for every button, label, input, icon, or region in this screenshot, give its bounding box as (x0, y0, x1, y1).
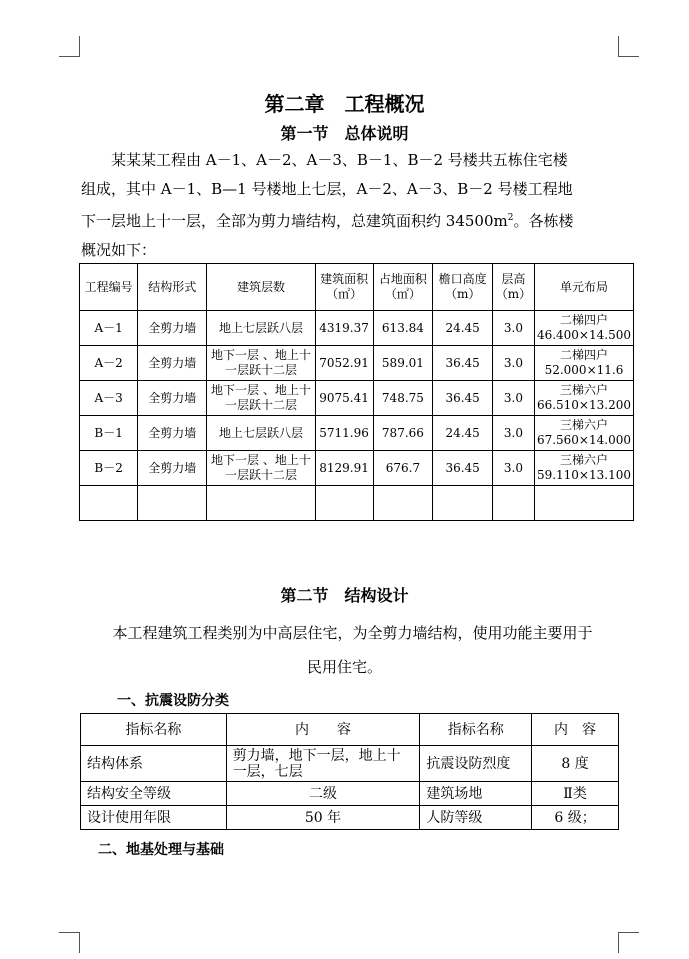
header-cell: 建筑层数 (207, 264, 315, 311)
cell-eave: 24.45 (433, 311, 493, 346)
header-cell: 内 容 (532, 714, 619, 746)
cell-content: 二级 (226, 782, 420, 806)
layout-dims: 52.000×11.6 (544, 363, 624, 377)
crop-mark-top-right (618, 36, 639, 57)
cell-layout (534, 311, 633, 346)
cell-height: 3.0 (492, 311, 534, 346)
empty-cell (80, 486, 138, 521)
cell-id: A－3 (80, 381, 138, 416)
layout-dims: 59.110×13.100 (536, 468, 631, 482)
cell-floors: 地下一层 、地上十一层跃十二层 (207, 381, 315, 416)
table-row (80, 416, 634, 451)
cell-area: 9075.41 (315, 381, 373, 416)
cell-footprint: 676.7 (373, 451, 433, 486)
table-row-empty (80, 486, 634, 521)
cell-floors: 地上七层跃八层 (207, 311, 315, 346)
design-line-1: 本工程建筑工程类别为中高层住宅，为全剪力墙结构，使用功能主要用于 (112, 624, 593, 642)
empty-cell (315, 486, 373, 521)
intro-line-2: 组成，其中 A－1、B—1 号楼地上七层，A－2、A－3、B－2 号楼工程地 (81, 180, 573, 198)
cell-area: 8129.91 (315, 451, 373, 486)
seismic-table (80, 713, 619, 830)
cell-eave: 24.45 (433, 416, 493, 451)
table-row (81, 806, 619, 830)
crop-mark-bottom-right (618, 932, 639, 953)
layout-units: 三梯六户 (559, 453, 608, 467)
cell-metric: 结构安全等级 (81, 782, 227, 806)
cell-layout (534, 451, 633, 486)
layout-units: 三梯六户 (559, 418, 608, 432)
cell-content: 8 度 (532, 746, 619, 782)
area-superscript: 2 (507, 213, 514, 223)
cell-eave: 36.45 (433, 451, 493, 486)
cell-structure: 全剪力墙 (138, 451, 207, 486)
cell-height: 3.0 (492, 346, 534, 381)
cell-area: 7052.91 (315, 346, 373, 381)
seismic-header-row (81, 714, 619, 746)
layout-units: 二梯四户 (559, 348, 608, 362)
subsection-seismic-title: 一、抗震设防分类 (117, 693, 229, 709)
header-cell: 层高（m） (492, 264, 534, 311)
table-row (80, 346, 634, 381)
layout-dims: 46.400×14.500 (536, 328, 631, 342)
cell-layout (534, 381, 633, 416)
header-cell: 占地面积（㎡） (373, 264, 433, 311)
section2-title: 第二节 结构设计 (280, 586, 409, 605)
building-overview-table (79, 263, 634, 521)
cell-structure: 全剪力墙 (138, 416, 207, 451)
table-row (80, 311, 634, 346)
cell-content: Ⅱ类 (532, 782, 619, 806)
subsection-foundation-title: 二、地基处理与基础 (98, 842, 224, 858)
empty-cell (373, 486, 433, 521)
cell-structure: 全剪力墙 (138, 381, 207, 416)
layout-dims: 66.510×13.200 (536, 398, 631, 412)
crop-mark-bottom-left (59, 932, 80, 953)
table-header-row (80, 264, 634, 311)
cell-area: 4319.37 (315, 311, 373, 346)
layout-units: 二梯四户 (559, 313, 608, 327)
cell-eave: 36.45 (433, 346, 493, 381)
empty-cell (433, 486, 493, 521)
cell-floors: 地下一层 、地上十一层跃十二层 (207, 346, 315, 381)
cell-metric: 设计使用年限 (81, 806, 227, 830)
intro-line-4: 概况如下： (81, 241, 157, 259)
cell-height: 3.0 (492, 451, 534, 486)
cell-floors: 地下一层 、地上十一层跃十二层 (207, 451, 315, 486)
cell-id: A－2 (80, 346, 138, 381)
cell-metric: 建筑场地 (420, 782, 532, 806)
cell-layout (534, 416, 633, 451)
table-row (81, 746, 619, 782)
chapter-title: 第二章 工程概况 (264, 92, 425, 116)
cell-height: 3.0 (492, 416, 534, 451)
cell-floors: 地上七层跃八层 (207, 416, 315, 451)
empty-cell (207, 486, 315, 521)
cell-content: 50 年 (226, 806, 420, 830)
header-cell: 指标名称 (81, 714, 227, 746)
cell-footprint: 613.84 (373, 311, 433, 346)
intro-paragraph (81, 146, 621, 265)
intro-line-3-tail: 。各栋楼 (513, 212, 574, 230)
cell-content: 剪力墙，地下一层，地上十一层，七层 (226, 746, 420, 782)
header-cell: 建筑面积（㎡） (315, 264, 373, 311)
cell-metric: 人防等级 (420, 806, 532, 830)
empty-cell (138, 486, 207, 521)
table-row (80, 381, 634, 416)
cell-content: 6 级； (532, 806, 619, 830)
intro-line-1: 某某某工程由 A－1、A－2、A－3、B－1、B－2 号楼共五栋住宅楼 (111, 151, 568, 169)
cell-footprint: 787.66 (373, 416, 433, 451)
cell-eave: 36.45 (433, 381, 493, 416)
header-cell: 指标名称 (420, 714, 532, 746)
cell-id: B－1 (80, 416, 138, 451)
cell-area: 5711.96 (315, 416, 373, 451)
header-cell: 单元布局 (534, 264, 633, 311)
empty-cell (534, 486, 633, 521)
cell-height: 3.0 (492, 381, 534, 416)
crop-mark-top-left (59, 36, 80, 57)
header-cell: 结构形式 (138, 264, 207, 311)
table-row (81, 782, 619, 806)
layout-dims: 67.560×14.000 (536, 433, 631, 447)
table-row (80, 451, 634, 486)
header-cell: 檐口高度（m） (433, 264, 493, 311)
cell-footprint: 748.75 (373, 381, 433, 416)
cell-metric: 结构体系 (81, 746, 227, 782)
cell-structure: 全剪力墙 (138, 311, 207, 346)
cell-footprint: 589.01 (373, 346, 433, 381)
cell-id: A－1 (80, 311, 138, 346)
layout-units: 三梯六户 (559, 383, 608, 397)
section1-title: 第一节 总体说明 (280, 124, 409, 143)
empty-cell (492, 486, 534, 521)
cell-layout (534, 346, 633, 381)
header-cell: 工程编号 (80, 264, 138, 311)
cell-id: B－2 (80, 451, 138, 486)
intro-line-3: 下一层地上十一层，全部为剪力墙结构，总建筑面积约 34500m (81, 212, 508, 230)
cell-metric: 抗震设防烈度 (420, 746, 532, 782)
design-line-2: 民用住宅。 (306, 658, 382, 676)
cell-structure: 全剪力墙 (138, 346, 207, 381)
header-cell: 内 容 (226, 714, 420, 746)
